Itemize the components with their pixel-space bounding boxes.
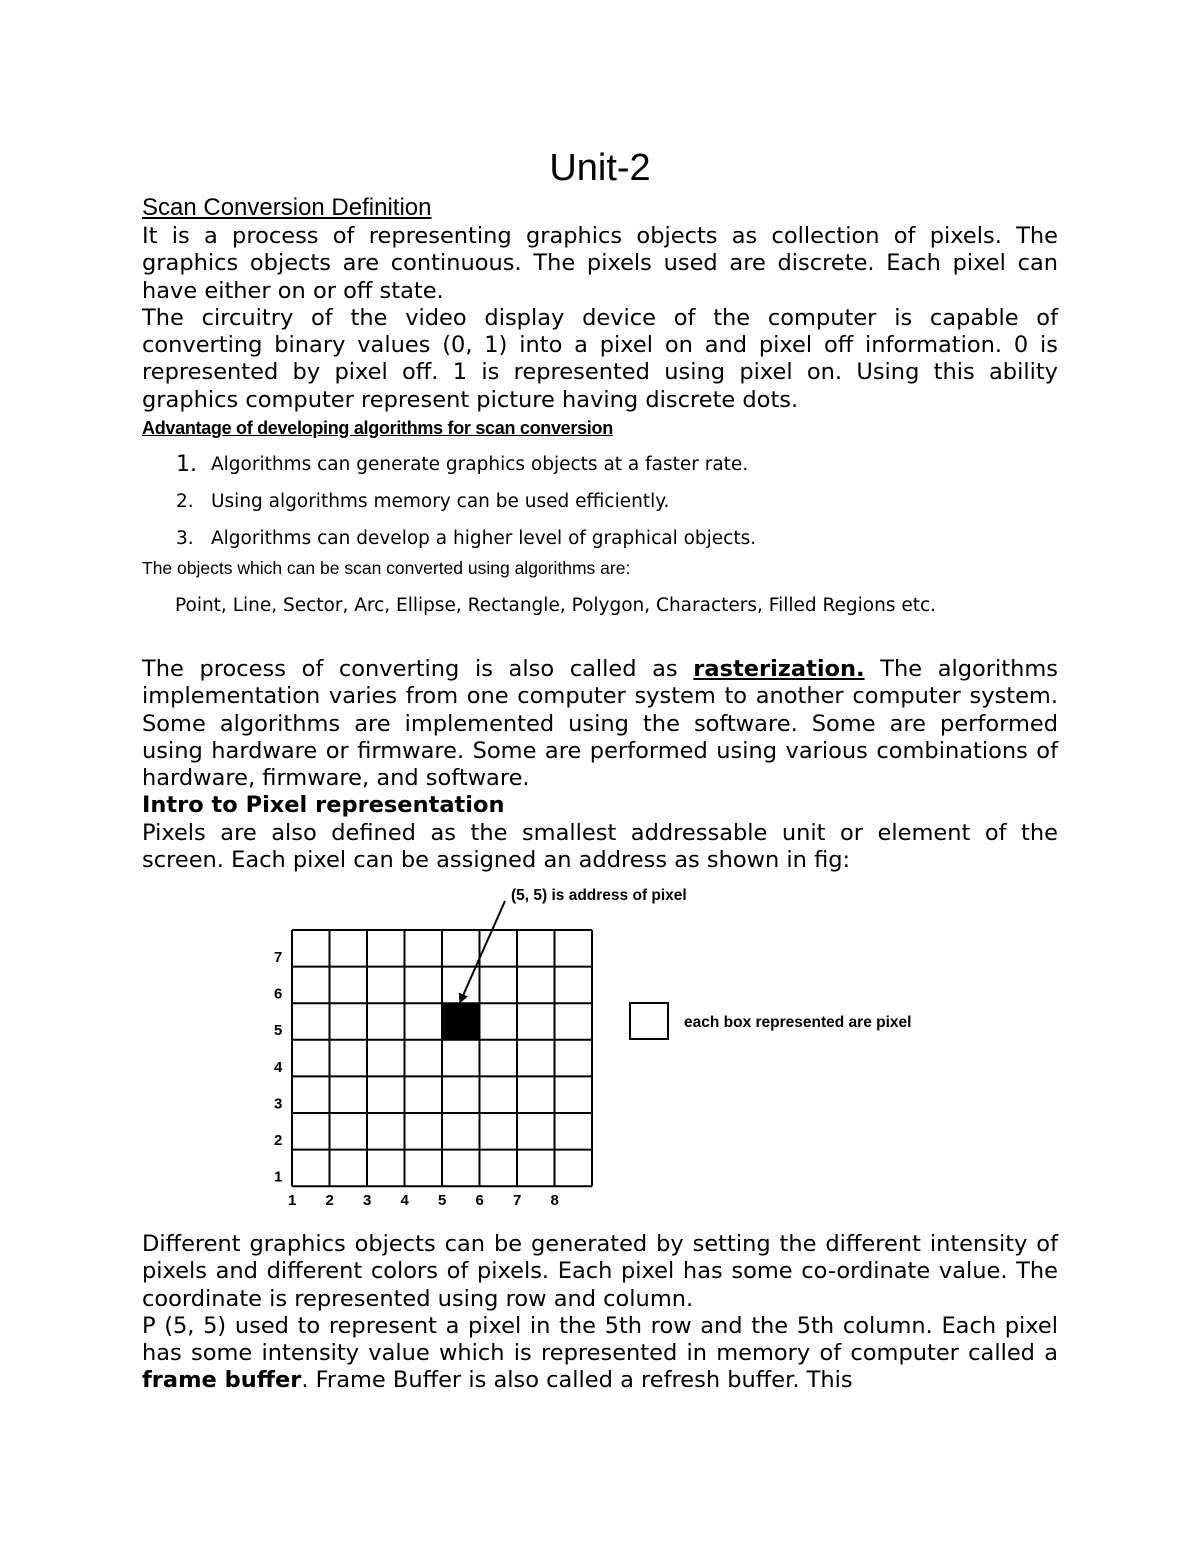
x-axis-label: 4 (400, 1192, 409, 1210)
list-number: 1. (176, 452, 197, 477)
page-title: Unit-2 (549, 147, 651, 189)
list-number: 2. (176, 491, 194, 512)
list-text: Algorithms can develop a higher level of graphical objects. (211, 528, 757, 549)
x-axis-label: 1 (288, 1192, 297, 1210)
x-axis-label: 7 (513, 1192, 522, 1210)
list-number: 3. (176, 528, 194, 549)
y-axis-label: 5 (274, 1022, 283, 1040)
y-axis-label: 3 (274, 1095, 283, 1113)
paragraph-circuitry: The circuitry of the video display device of the computer is capable of converting binary values (0, 1) into a pixel on and pixel off information. 0 is represented by pixel off. 1 is represented using pixel on. Using this ability graphics computer represent picture having discrete dots. (142, 304, 1058, 413)
paragraph-definition: It is a process of representing graphics objects as collection of pixels. The graphics objects are continuous. The pixels used are discrete. Each pixel can have either on or off state. (142, 223, 1058, 304)
grid-lines (292, 930, 592, 1186)
x-axis-label: 8 (550, 1192, 559, 1210)
paragraph-frame-buffer (142, 1313, 1058, 1395)
x-axis-label: 2 (325, 1192, 334, 1210)
frame-buffer-text-after: . Frame Buffer is also called a refresh buffer. This (301, 1367, 853, 1394)
arrow-label: (5, 5) is address of pixel (511, 887, 687, 904)
objects-list: Point, Line, Sector, Arc, Ellipse, Rectangle, Polygon, Characters, Filled Regions etc. (175, 595, 937, 616)
y-axis-label: 2 (274, 1132, 283, 1149)
legend-pixel-box (630, 1003, 668, 1039)
list-text: Using algorithms memory can be used efficiently. (211, 491, 670, 512)
rasterization-keyword: rasterization. (693, 656, 865, 682)
frame-buffer-text-before: P (5, 5) used to represent a pixel in the 5th row and the 5th column. Each pixel has some intensity value which is represented in memory of computer called a (142, 1312, 1058, 1367)
rasterization-text-before: The process of converting is also called as (142, 656, 694, 682)
x-axis-labels (288, 1192, 559, 1209)
filled-pixel-cell (442, 1003, 480, 1040)
y-axis-label: 6 (274, 985, 283, 1003)
x-axis-label: 3 (363, 1192, 372, 1210)
section-heading-scan-conversion: Scan Conversion Definition (142, 194, 432, 221)
y-axis-label: 7 (274, 949, 283, 966)
x-axis-label: 5 (438, 1192, 447, 1210)
section-heading-advantages: Advantage of developing algorithms for scan conversion (142, 418, 613, 438)
paragraph-pixel: Pixels are also defined as the smallest addressable unit or element of the screen. Each pixel can be assigned an address as shown in fig: (142, 819, 1058, 874)
legend-label: each box represented are pixel (684, 1014, 912, 1031)
x-axis-label: 6 (475, 1192, 484, 1210)
objects-intro: The objects which can be scan converted using algorithms are: (142, 558, 631, 578)
section-heading-pixel: Intro to Pixel representation (142, 792, 505, 819)
paragraph-intensity: Different graphics objects can be generated by setting the different intensity of pixels and different colors of pixels. Each pixel has some co-ordinate value. The coordinate is represented using row and column. (142, 1231, 1058, 1312)
frame-buffer-keyword: frame buffer (142, 1367, 302, 1394)
y-axis-labels (274, 949, 283, 1186)
rasterization-text-after: The algorithms implementation varies from one computer system to another computer system. Some algorithms are implemented using the software. Some are performed using hardware or firmware. Some are performed using various combinations of hardware, firmware, and software. (142, 656, 1059, 792)
list-text: Algorithms can generate graphics objects at a faster rate. (211, 454, 749, 475)
pointer-arrow (461, 901, 505, 1000)
y-axis-label: 1 (274, 1168, 283, 1186)
section-closing (142, 1231, 1058, 1395)
y-axis-label: 4 (274, 1058, 283, 1076)
